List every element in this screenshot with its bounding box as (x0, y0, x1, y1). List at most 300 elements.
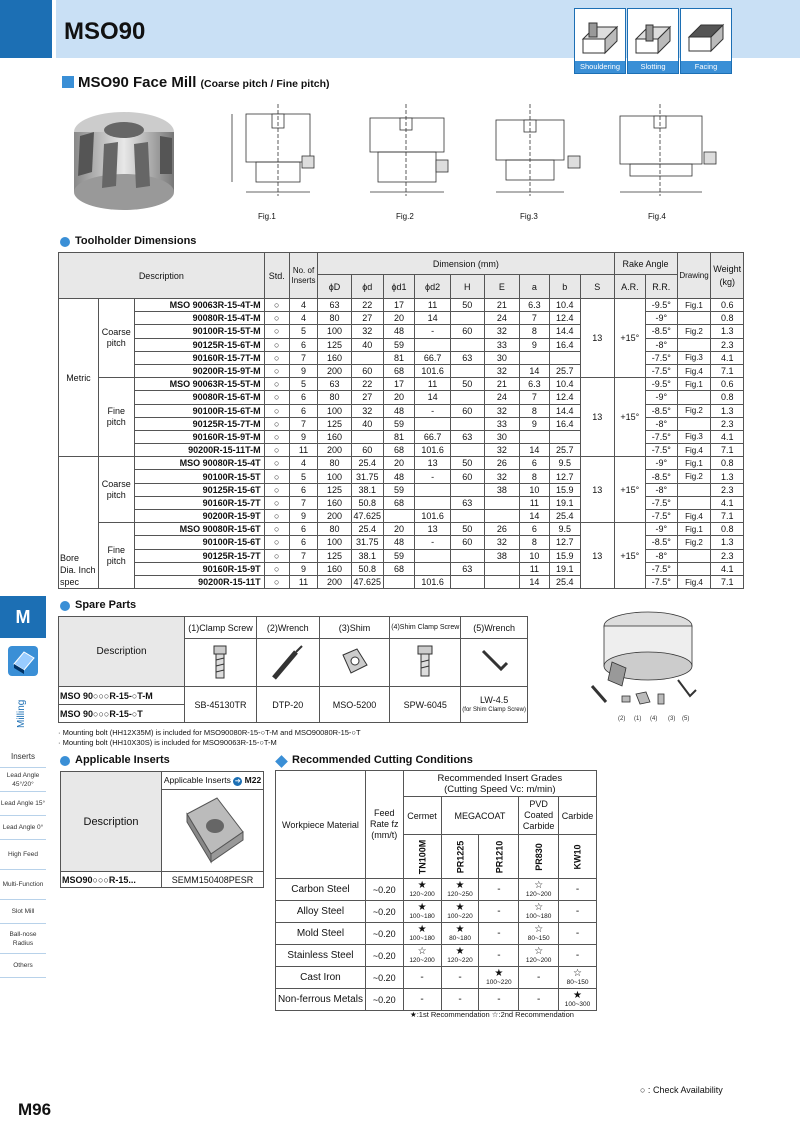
spare-clamp-screw-value: SB-45130TR (185, 687, 257, 723)
row-AR: +15° (614, 457, 645, 523)
spare-wrench5-cell (461, 687, 528, 723)
row-weight: 1.3 (711, 470, 744, 483)
row-d1: 20 (383, 391, 414, 404)
recommendation-mark: - (575, 928, 580, 939)
section-dot (60, 237, 70, 247)
row-std: ○ (264, 364, 289, 377)
subtitle-paren: (Coarse pitch / Fine pitch) (200, 78, 330, 90)
row-description: 90200R-15-9T (134, 510, 264, 523)
row-description: 90125R-15-7T-M (134, 417, 264, 430)
table-row (59, 299, 744, 312)
cut-grade-cell (559, 923, 597, 945)
row-b: 12.7 (549, 536, 580, 549)
cut-th-grades (403, 771, 596, 797)
row-d: 38.1 (351, 549, 383, 562)
row-description: 90125R-15-7T (134, 549, 264, 562)
row-std: ○ (264, 523, 289, 536)
row-RR: -7.5° (646, 562, 677, 575)
th-col: ϕd1 (383, 275, 414, 299)
cut-grade-cell (403, 945, 441, 967)
cut-th-carbide: Carbide (559, 797, 597, 835)
nav-item-2[interactable]: Lead Angle 15° (0, 792, 46, 816)
row-d2: - (415, 536, 451, 549)
row-d1: 48 (383, 325, 414, 338)
row-std: ○ (264, 351, 289, 364)
nav-item-6[interactable]: Slot Mill (0, 900, 46, 924)
row-AR: +15° (614, 523, 645, 589)
nav-item-7[interactable]: Ball-nose Radius (0, 924, 46, 954)
cut-grade-cell (559, 901, 597, 923)
page-number: M96 (18, 1100, 52, 1119)
row-a: 9 (520, 417, 549, 430)
cut-material: Mold Steel (276, 923, 366, 945)
row-a: 7 (520, 312, 549, 325)
shouldering-icon (574, 8, 626, 74)
slotting-label: Slotting (628, 61, 678, 73)
spare-shim-value: MSO-5200 (319, 687, 390, 723)
row-b: 16.4 (549, 338, 580, 351)
row-d: 60 (351, 364, 383, 377)
row-E: 26 (484, 523, 520, 536)
facing-label: Facing (681, 61, 731, 73)
th-col: S (581, 275, 615, 299)
row-std: ○ (264, 536, 289, 549)
row-inserts: 11 (289, 575, 317, 588)
row-RR: -8° (646, 483, 677, 496)
cut-grade-cell (519, 923, 559, 945)
fig1-drawing (222, 96, 342, 208)
row-E: 32 (484, 364, 520, 377)
cut-grade-cell (403, 923, 441, 945)
recommendation-mark: - (497, 928, 501, 939)
nav-section-m[interactable]: M (0, 596, 46, 638)
row-drawing (677, 417, 711, 430)
insert-desc: MSO90○○○R-15... (61, 872, 162, 888)
row-std: ○ (264, 404, 289, 417)
row-d2 (415, 417, 451, 430)
th-drawing: Drawing (677, 253, 711, 299)
row-weight: 4.1 (711, 496, 744, 509)
row-a: 8 (520, 470, 549, 483)
row-d2: 101.6 (415, 364, 451, 377)
fig2-drawing (348, 96, 468, 208)
nav-item-3[interactable]: Lead Angle 0° (0, 816, 46, 840)
row-D: 100 (318, 536, 352, 549)
cut-grade-cell (519, 879, 559, 901)
cut-th-speed-label: (Cutting Speed Vc: m/min) (444, 783, 556, 795)
recommendation-mark: ☆ (417, 945, 427, 957)
row-H (450, 444, 484, 457)
row-E: 32 (484, 325, 520, 338)
recommendation-mark: ☆ (534, 879, 544, 891)
row-b: 12.4 (549, 312, 580, 325)
row-drawing: Fig.1 (677, 299, 711, 312)
row-d2: 14 (415, 312, 451, 325)
row-RR: -7.5° (646, 496, 677, 509)
cutting-row (276, 989, 597, 1011)
spare-parts-table (58, 616, 528, 723)
row-b: 14.4 (549, 404, 580, 417)
row-weight: 0.8 (711, 523, 744, 536)
cut-speed: 120~220 (447, 956, 473, 964)
row-d: 40 (351, 338, 383, 351)
row-drawing (677, 549, 711, 562)
recommendation-mark: ★ (455, 923, 465, 935)
row-a: 8 (520, 536, 549, 549)
th-col: b (549, 275, 580, 299)
row-RR: -8.5° (646, 325, 677, 338)
cutting-conditions-table (275, 770, 597, 1011)
row-drawing: Fig.4 (677, 364, 711, 377)
exploded-assembly-drawing (586, 606, 720, 724)
spare-note-2: · Mounting bolt (HH10X30S) is included for MSO90063R-15-○T-M (58, 738, 277, 747)
th-inserts: No. of Inserts (289, 253, 317, 299)
grade-pr830 (519, 835, 559, 879)
row-d1: 59 (383, 549, 414, 562)
row-weight: 0.8 (711, 457, 744, 470)
row-D: 160 (318, 351, 352, 364)
row-d: 32 (351, 404, 383, 417)
cut-feed: ~0.20 (365, 879, 403, 901)
row-a: 6 (520, 457, 549, 470)
row-D: 125 (318, 417, 352, 430)
product-subtitle (78, 74, 329, 91)
row-RR: -9° (646, 391, 677, 404)
row-d: 50.8 (351, 496, 383, 509)
cut-material: Carbon Steel (276, 879, 366, 901)
availability-note: ○ : Check Availability (640, 1085, 723, 1095)
row-std: ○ (264, 378, 289, 391)
row-RR: -8° (646, 417, 677, 430)
row-D: 160 (318, 562, 352, 575)
nav-item-8[interactable]: Others (0, 954, 46, 978)
row-D: 80 (318, 391, 352, 404)
cut-speed: 80~180 (449, 934, 471, 942)
row-description: 90100R-15-6T (134, 536, 264, 549)
group-pitch: Fine pitch (98, 378, 134, 457)
cut-grade-cell (559, 945, 597, 967)
section-dot (60, 601, 70, 611)
row-description: 90160R-15-9T (134, 562, 264, 575)
row-d2: 101.6 (415, 575, 451, 588)
grade-label: TN100M (417, 839, 428, 874)
spare-wrench5-value: LW-4.5 (480, 694, 509, 705)
cut-grade-cell (479, 923, 519, 945)
row-d: 32 (351, 325, 383, 338)
row-weight: 4.1 (711, 562, 744, 575)
cut-material: Cast Iron (276, 967, 366, 989)
row-std: ○ (264, 417, 289, 430)
group-pitch: Coarse pitch (98, 299, 134, 378)
cut-th-feed: Feed Rate fz (mm/t) (365, 771, 403, 879)
row-description: MSO 90063R-15-5T-M (134, 378, 264, 391)
spare-th-wrench-5: (5)Wrench (461, 617, 528, 639)
recommendation-mark: ★ (494, 967, 504, 979)
row-d1: 48 (383, 404, 414, 417)
row-d2: 101.6 (415, 444, 451, 457)
row-a: 6 (520, 523, 549, 536)
row-a: 8 (520, 404, 549, 417)
row-std: ○ (264, 430, 289, 443)
recommendation-mark: - (420, 994, 424, 1005)
row-H: 60 (450, 536, 484, 549)
callout-5: (5) (682, 716, 690, 722)
face-mill-photo (60, 96, 184, 218)
inserts-page-ref[interactable]: M22 (244, 775, 262, 785)
recommendation-mark: ★ (417, 923, 427, 935)
row-E (484, 562, 520, 575)
row-inserts: 5 (289, 470, 317, 483)
th-std: Std. (264, 253, 289, 299)
row-a: 7 (520, 391, 549, 404)
milling-label-box (14, 690, 34, 730)
nav-item-1[interactable]: Lead Angle 45°/20° (0, 768, 46, 792)
section-diamond (275, 755, 288, 768)
row-d2: 66.7 (415, 430, 451, 443)
cut-grade-cell (559, 989, 597, 1011)
cut-speed: 120~200 (409, 890, 435, 898)
row-inserts: 6 (289, 391, 317, 404)
row-d1: 17 (383, 299, 414, 312)
recommendation-mark: ☆ (534, 901, 544, 913)
row-description: 90200R-15-11T-M (134, 444, 264, 457)
row-RR: -7.5° (646, 444, 677, 457)
row-S: 13 (581, 299, 615, 378)
section-marker (62, 76, 74, 88)
cut-grade-cell (519, 989, 559, 1011)
row-H: 63 (450, 496, 484, 509)
fig2-label: Fig.2 (396, 212, 414, 221)
row-b: 15.9 (549, 483, 580, 496)
row-H (450, 549, 484, 562)
cut-speed: 100~180 (409, 912, 435, 920)
cut-grade-cell (519, 967, 559, 989)
cut-th-pvd: PVD Coated Carbide (519, 797, 559, 835)
row-d: 31.75 (351, 470, 383, 483)
row-description: 90160R-15-7T (134, 496, 264, 509)
row-description: 90200R-15-11T (134, 575, 264, 588)
table-row (59, 378, 744, 391)
spare-wrench-value: DTP-20 (256, 687, 319, 723)
row-a: 6.3 (520, 299, 549, 312)
cutting-row (276, 879, 597, 901)
row-d1: 59 (383, 338, 414, 351)
row-drawing: Fig.4 (677, 575, 711, 588)
nav-item-5[interactable]: Multi-Function (0, 870, 46, 900)
row-std: ○ (264, 496, 289, 509)
row-b: 12.4 (549, 391, 580, 404)
row-weight: 7.1 (711, 510, 744, 523)
row-std: ○ (264, 325, 289, 338)
row-H (450, 338, 484, 351)
row-b: 25.4 (549, 575, 580, 588)
row-E (484, 510, 520, 523)
th-col: ϕD (318, 275, 352, 299)
fig4-label: Fig.4 (648, 212, 666, 221)
spare-wrench5-note: (for Shim Clamp Screw) (462, 706, 526, 713)
row-b: 15.9 (549, 549, 580, 562)
cut-speed: 120~250 (447, 890, 473, 898)
row-drawing: Fig.1 (677, 523, 711, 536)
row-weight: 2.3 (711, 417, 744, 430)
row-weight: 2.3 (711, 338, 744, 351)
row-description: 90080R-15-6T-M (134, 391, 264, 404)
row-RR: -7.5° (646, 364, 677, 377)
row-d: 50.8 (351, 562, 383, 575)
th-col: ϕd (351, 275, 383, 299)
row-std: ○ (264, 444, 289, 457)
shouldering-label: Shouldering (575, 61, 625, 73)
recommendation-mark: ★ (573, 989, 583, 1001)
row-inserts: 9 (289, 430, 317, 443)
row-E: 26 (484, 457, 520, 470)
row-D: 100 (318, 404, 352, 417)
th-col: A.R. (614, 275, 645, 299)
row-inserts: 6 (289, 523, 317, 536)
row-S: 13 (581, 378, 615, 457)
row-a: 14 (520, 575, 549, 588)
recommendation-mark: - (537, 994, 541, 1005)
row-b: 9.5 (549, 523, 580, 536)
row-D: 125 (318, 549, 352, 562)
cut-speed: 120~200 (525, 890, 552, 898)
row-d1: 59 (383, 483, 414, 496)
recommendation-mark: - (458, 994, 462, 1005)
cut-speed: 100~300 (564, 1000, 591, 1008)
row-a: 11 (520, 562, 549, 575)
row-b: 12.7 (549, 470, 580, 483)
row-S: 13 (581, 523, 615, 589)
row-description: 90125R-15-6T (134, 483, 264, 496)
row-H: 50 (450, 378, 484, 391)
row-inserts: 6 (289, 483, 317, 496)
row-d1 (383, 510, 414, 523)
recommendation-mark: - (458, 972, 462, 983)
row-d2: 66.7 (415, 351, 451, 364)
group-inch: Bore Dia. Inch spec (59, 457, 99, 589)
row-d: 27 (351, 391, 383, 404)
cutting-row (276, 967, 597, 989)
recommendation-mark: ★ (417, 879, 427, 891)
cut-grade-cell (403, 967, 441, 989)
cut-feed: ~0.20 (365, 989, 403, 1011)
spare-shim-screw-value: SPW-6045 (390, 687, 461, 723)
spare-th-clamp-screw: (1)Clamp Screw (185, 617, 257, 639)
row-b: 19.1 (549, 496, 580, 509)
row-a: 10 (520, 549, 549, 562)
row-std: ○ (264, 510, 289, 523)
row-a: 11 (520, 496, 549, 509)
fig1-label: Fig.1 (258, 212, 276, 221)
grade-label: PR830 (533, 842, 544, 871)
row-description: MSO 90080R-15-4T (134, 457, 264, 470)
row-RR: -9° (646, 457, 677, 470)
cutting-row (276, 923, 597, 945)
nav-item-4[interactable]: High Feed (0, 840, 46, 870)
row-d: 38.1 (351, 483, 383, 496)
row-E: 38 (484, 549, 520, 562)
row-b: 19.1 (549, 562, 580, 575)
cutting-legend: ★:1st Recommendation ☆:2nd Recommendation (410, 1010, 574, 1019)
row-AR: +15° (614, 299, 645, 378)
spare-note-1: · Mounting bolt (HH12X35M) is included for MSO90080R-15-○T-M and MSO90080R-15-○T (58, 728, 361, 737)
row-std: ○ (264, 470, 289, 483)
row-S: 13 (581, 457, 615, 523)
row-b: 14.4 (549, 325, 580, 338)
slotting-icon (627, 8, 679, 74)
row-drawing: Fig.1 (677, 457, 711, 470)
row-drawing: Fig.2 (677, 404, 711, 417)
grade-pr1225 (441, 835, 479, 879)
group-pitch: Fine pitch (98, 523, 134, 589)
row-D: 125 (318, 338, 352, 351)
row-H (450, 510, 484, 523)
row-d (351, 351, 383, 364)
cut-grade-cell (403, 901, 441, 923)
recommendation-mark: ★ (455, 901, 465, 913)
cut-grade-cell (479, 945, 519, 967)
row-weight: 1.3 (711, 404, 744, 417)
row-H: 60 (450, 470, 484, 483)
row-inserts: 9 (289, 510, 317, 523)
table-row (59, 457, 744, 470)
cut-grade-cell (403, 989, 441, 1011)
row-description: 90100R-15-5T-M (134, 325, 264, 338)
th-description: Description (59, 253, 265, 299)
row-weight: 0.8 (711, 312, 744, 325)
row-std: ○ (264, 562, 289, 575)
cutting-row (276, 945, 597, 967)
cut-grade-cell (479, 879, 519, 901)
row-drawing (677, 312, 711, 325)
row-d1: 68 (383, 364, 414, 377)
spare-th-wrench: (2)Wrench (256, 617, 319, 639)
row-d: 25.4 (351, 457, 383, 470)
row-E: 21 (484, 378, 520, 391)
row-b: 16.4 (549, 417, 580, 430)
toolholder-heading: Toolholder Dimensions (75, 235, 197, 247)
cut-material: Alloy Steel (276, 901, 366, 923)
grade-pr1210 (479, 835, 519, 879)
row-d1: 68 (383, 444, 414, 457)
row-weight: 4.1 (711, 430, 744, 443)
row-d1: 20 (383, 523, 414, 536)
row-E (484, 496, 520, 509)
row-std: ○ (264, 575, 289, 588)
row-b: 10.4 (549, 378, 580, 391)
row-d1: 68 (383, 562, 414, 575)
th-col: a (520, 275, 549, 299)
subtitle-main: MSO90 Face Mill (78, 74, 197, 91)
row-b: 25.7 (549, 364, 580, 377)
row-H (450, 483, 484, 496)
row-inserts: 7 (289, 417, 317, 430)
nav-item-0[interactable]: Inserts (0, 746, 46, 768)
row-d: 40 (351, 417, 383, 430)
row-drawing: Fig.2 (677, 536, 711, 549)
row-d1: 48 (383, 536, 414, 549)
spare-th-shim: (3)Shim (319, 617, 390, 639)
row-inserts: 9 (289, 364, 317, 377)
row-E: 32 (484, 444, 520, 457)
inserts-applicable-label: Applicable Inserts (163, 775, 231, 785)
row-H: 60 (450, 404, 484, 417)
row-a: 14 (520, 510, 549, 523)
row-weight: 1.3 (711, 536, 744, 549)
cut-th-megacoat: MEGACOAT (441, 797, 519, 835)
row-RR: -8.5° (646, 404, 677, 417)
row-description: 90080R-15-4T-M (134, 312, 264, 325)
